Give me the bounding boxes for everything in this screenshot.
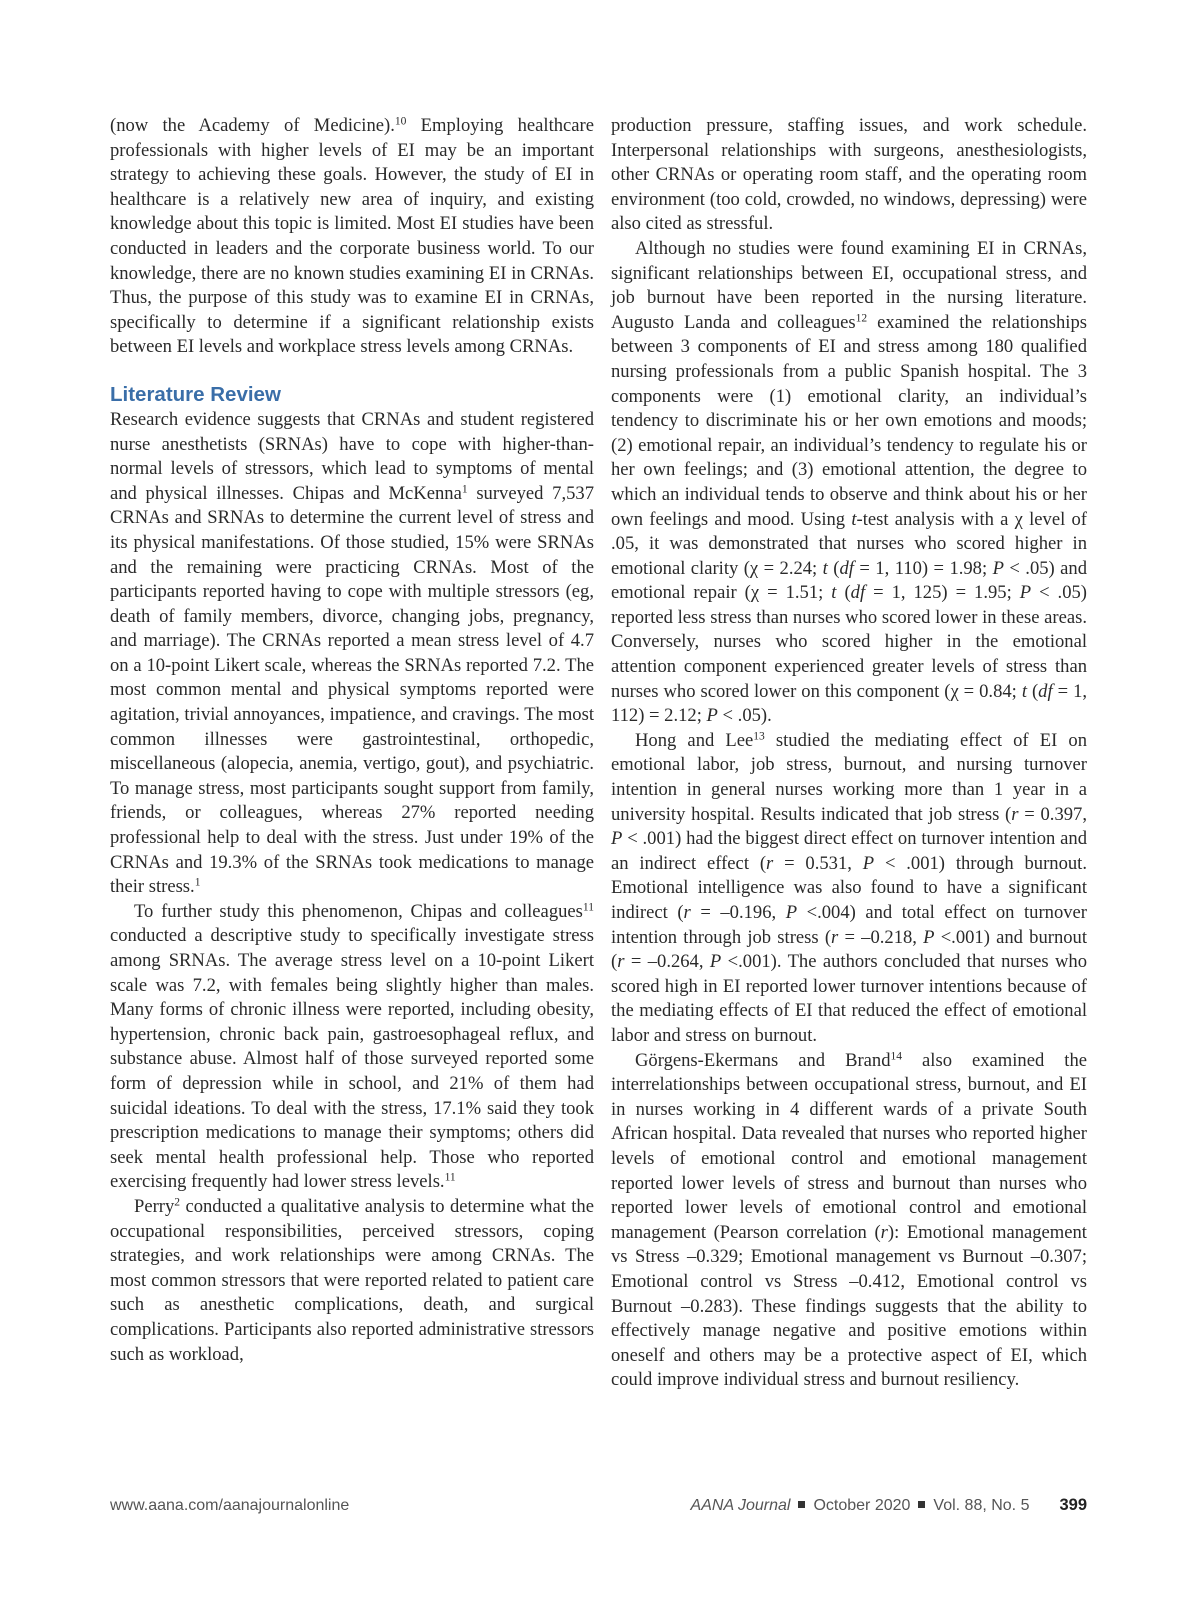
statistic-symbol: P [611,828,623,850]
reference-number: 11 [582,901,594,914]
footer-date: October 2020 [813,1497,911,1514]
footer-website: www.aana.com/aanajournalonline [110,1497,350,1514]
reference-number: 1 [194,876,201,889]
statistic-symbol: r [831,926,839,948]
statistic-symbol: P [1019,582,1032,604]
statistic-symbol: r [766,852,774,874]
reference-number: 2 [174,1196,181,1209]
page-number: 399 [1059,1496,1087,1514]
separator-square-icon [798,1501,805,1508]
reference-number: 1 [461,483,468,496]
statistic-symbol: r [683,902,691,923]
reference-number: 12 [855,312,868,325]
paragraph-chipas-mckenna: Research evidence suggests that CRNAs and student registered nurse anesthetists (SRNAs) have to cope with higher-than-normal levels of stressors, which lead to symptoms of mental and physical illnesses. Chipas and McKenna$^1$ surveyed 7,537 CRNAs and SRNAs to determine the current level of stress and its physical manifestations. Of those studied, 15% were SRNAs and the remaining were practicing CRNAs. Most of the participants reported having to cope with multiple stressors (eg, death of family members, divorce, changing jobs, pregnancy, and marriage). The CRNAs reported a mean stress level of 4.7 on a 10-point Likert scale, whereas the SRNAs reported 7.2. The most common mental and physical symptoms reported were agitation, trivial annoyances, impatience, and cravings. The most common illnesses were gastrointestinal, orthopedic, miscellaneous (alopecia, anemia, vertigo, gout), and psychiatric. To manage stress, most participants sought support from family, friends, or colleagues, whereas 27% reported needing professional help to deal with the stress. Just under 19% of the CRNAs and 19.3% of the SRNAs took medications to manage their stress.$^1$ [110,408,594,898]
statistic-symbol: df [839,557,854,579]
statistic-symbol: r [880,1221,888,1243]
statistic-symbol: P [706,705,718,727]
footer-volume: Vol. 88, No. 5 [933,1497,1030,1514]
statistic-symbol: r [1011,803,1019,825]
left-column [110,114,594,1367]
reference-number: 14 [890,1050,903,1063]
statistic-symbol: P [709,951,722,973]
paragraph-hong-lee: Hong and Lee$^{13}$ studied the mediating effect of EI on emotional labor, job stress, burnout, and nursing turnover intention in general nurses working more than 1 year in a university hospital. Results indicated that job stress (r = 0.397, P < .001) had the biggest direct effect on turnover intention and an indirect effect (r = 0.531, P < .001) through burnout. Emotional intelligence was also found to have a significant indirect (r = –0.196, P <.004) and total effect on turnover intention through job stress (r = –0.218, P <.001) and burnout (r = –0.264, P <.001). The authors concluded that nurses who scored high in EI reported lower turnover intentions because of the mediating effects of EI that reduced the effect of emotional labor and stress on burnout. [611,729,1088,1046]
statistic-symbol: t [831,582,837,604]
statistic-symbol: P [992,557,1004,579]
statistic-symbol: t [1021,680,1027,702]
reference-number: 10 [394,115,407,128]
reference-number: 11 [444,1172,456,1185]
statistic-symbol: P [862,852,875,874]
statistic-symbol: r [617,951,625,973]
footer-citation [691,1496,1087,1515]
paragraph-stressors-continued: production pressure, staffing issues, and work schedule. Interpersonal relationships with surgeons, anesthesiologists, other CRNAs or operating room staff, and the operating room environment (too cold, crowded, no windows, depressing) were also cited as stressful. [611,115,1087,235]
statistic-symbol: P [923,926,935,948]
right-column [611,114,1087,1393]
separator-square-icon [918,1501,925,1508]
footer-journal-name: AANA Journal [690,1497,791,1514]
paragraph-perry: Perry$^2$ conducted a qualitative analysis to determine what the occupational responsibilities, perceived stressors, coping strategies, and work relationships were among CRNAs. The most common stressors that were reported related to patient care such as anesthetic complications, death, and surgical complications. Participants also reported administrative stressors such as workload, [110,1195,594,1365]
paragraph-gorgens-ekermans: Görgens-Ekermans and Brand$^{14}$ also examined the interrelationships between occupational stress, burnout, and EI in nurses working in 4 different wards of a private South African hospital. Data revealed that nurses who reported higher levels of emotional control and emotional management reported lower levels of stress and burnout than nurses who reported lower levels of emotional control and emotional management (Pearson correlation (r): Emotional management vs Stress –0.329; Emotional management vs Burnout –0.307; Emotional control vs Stress –0.412, Emotional control vs Burnout –0.283). These findings suggests that the ability to effectively manage negative and positive emotions within oneself and others may be a protective aspect of EI, which could improve individual stress and burnout resiliency. [611,1049,1087,1391]
intro-paragraph: (now the Academy of Medicine).$^{10}$ Employing healthcare professionals with higher levels of EI may be an important strategy to achieving these goals. However, the study of EI in healthcare is a relatively new area of inquiry, and existing knowledge about this topic is limited. Most EI studies have been conducted in leaders and the corporate business world. To our knowledge, there are no known studies examining EI in CRNAs. Thus, the purpose of this study was to examine EI in CRNAs, specifically to determine if a significant relationship exists between EI levels and workplace stress levels among CRNAs. [110,115,594,358]
statistic-symbol: t [851,508,857,530]
paragraph-augusto-landa: Although no studies were found examining EI in CRNAs, significant relationships between EI, occupational stress, and job burnout have been reported in the nursing literature. Augusto Landa and colleagues$^{12}$ examined the relationships between 3 components of EI and stress among 180 qualified nursing professionals from a public Spanish hospital. The 3 components were (1) emotional clarity, an individual’s tendency to discriminate his or her own emotions and moods; (2) emotional repair, an individual’s tendency to regulate his or her own feelings; and (3) emotional attention, the degree to which an individual tends to observe and think about his or her own feelings and mood. Using t-test analysis with a χ level of .05, it was demonstrated that nurses who scored higher in emotional clarity (χ = 2.24; t (df = 1, 110) = 1.98; P < .05) and emotional repair (χ = 1.51; t (df = 1, 125) = 1.95; P < .05) reported less stress than nurses who scored lower in these areas. Conversely, nurses who scored higher in the emotional attention component experienced greater levels of stress than nurses who scored lower on this component (χ = 0.84; t (df = 1, 112) = 2.12; P < .05). [611,237,1088,727]
reference-number: 13 [753,730,765,743]
page-footer [110,1496,1087,1515]
statistic-symbol: P [785,902,798,923]
statistic-symbol: t [822,557,828,579]
section-heading-literature-review: Literature Review [110,382,281,406]
statistic-symbol: df [1038,680,1053,702]
statistic-symbol: df [850,582,866,604]
paragraph-chipas-colleagues: To further study this phenomenon, Chipas and colleagues$^{11}$ conducted a descriptive study to specifically investigate stress among SRNAs. The average stress level on a 10-point Likert scale was 7.2, with females being slightly higher than males. Many forms of chronic illness were reported, including obesity, hypertension, chronic back pain, gastroesophageal reflux, and substance abuse. Almost half of those surveyed reported some form of depression while in school, and 21% of them had suicidal ideations. To deal with the stress, 17.1% said they took prescription medications to manage their symptoms; others did seek mental health professional help. Those who reported exercising frequently had lower stress levels.$^{11}$ [110,900,594,1193]
